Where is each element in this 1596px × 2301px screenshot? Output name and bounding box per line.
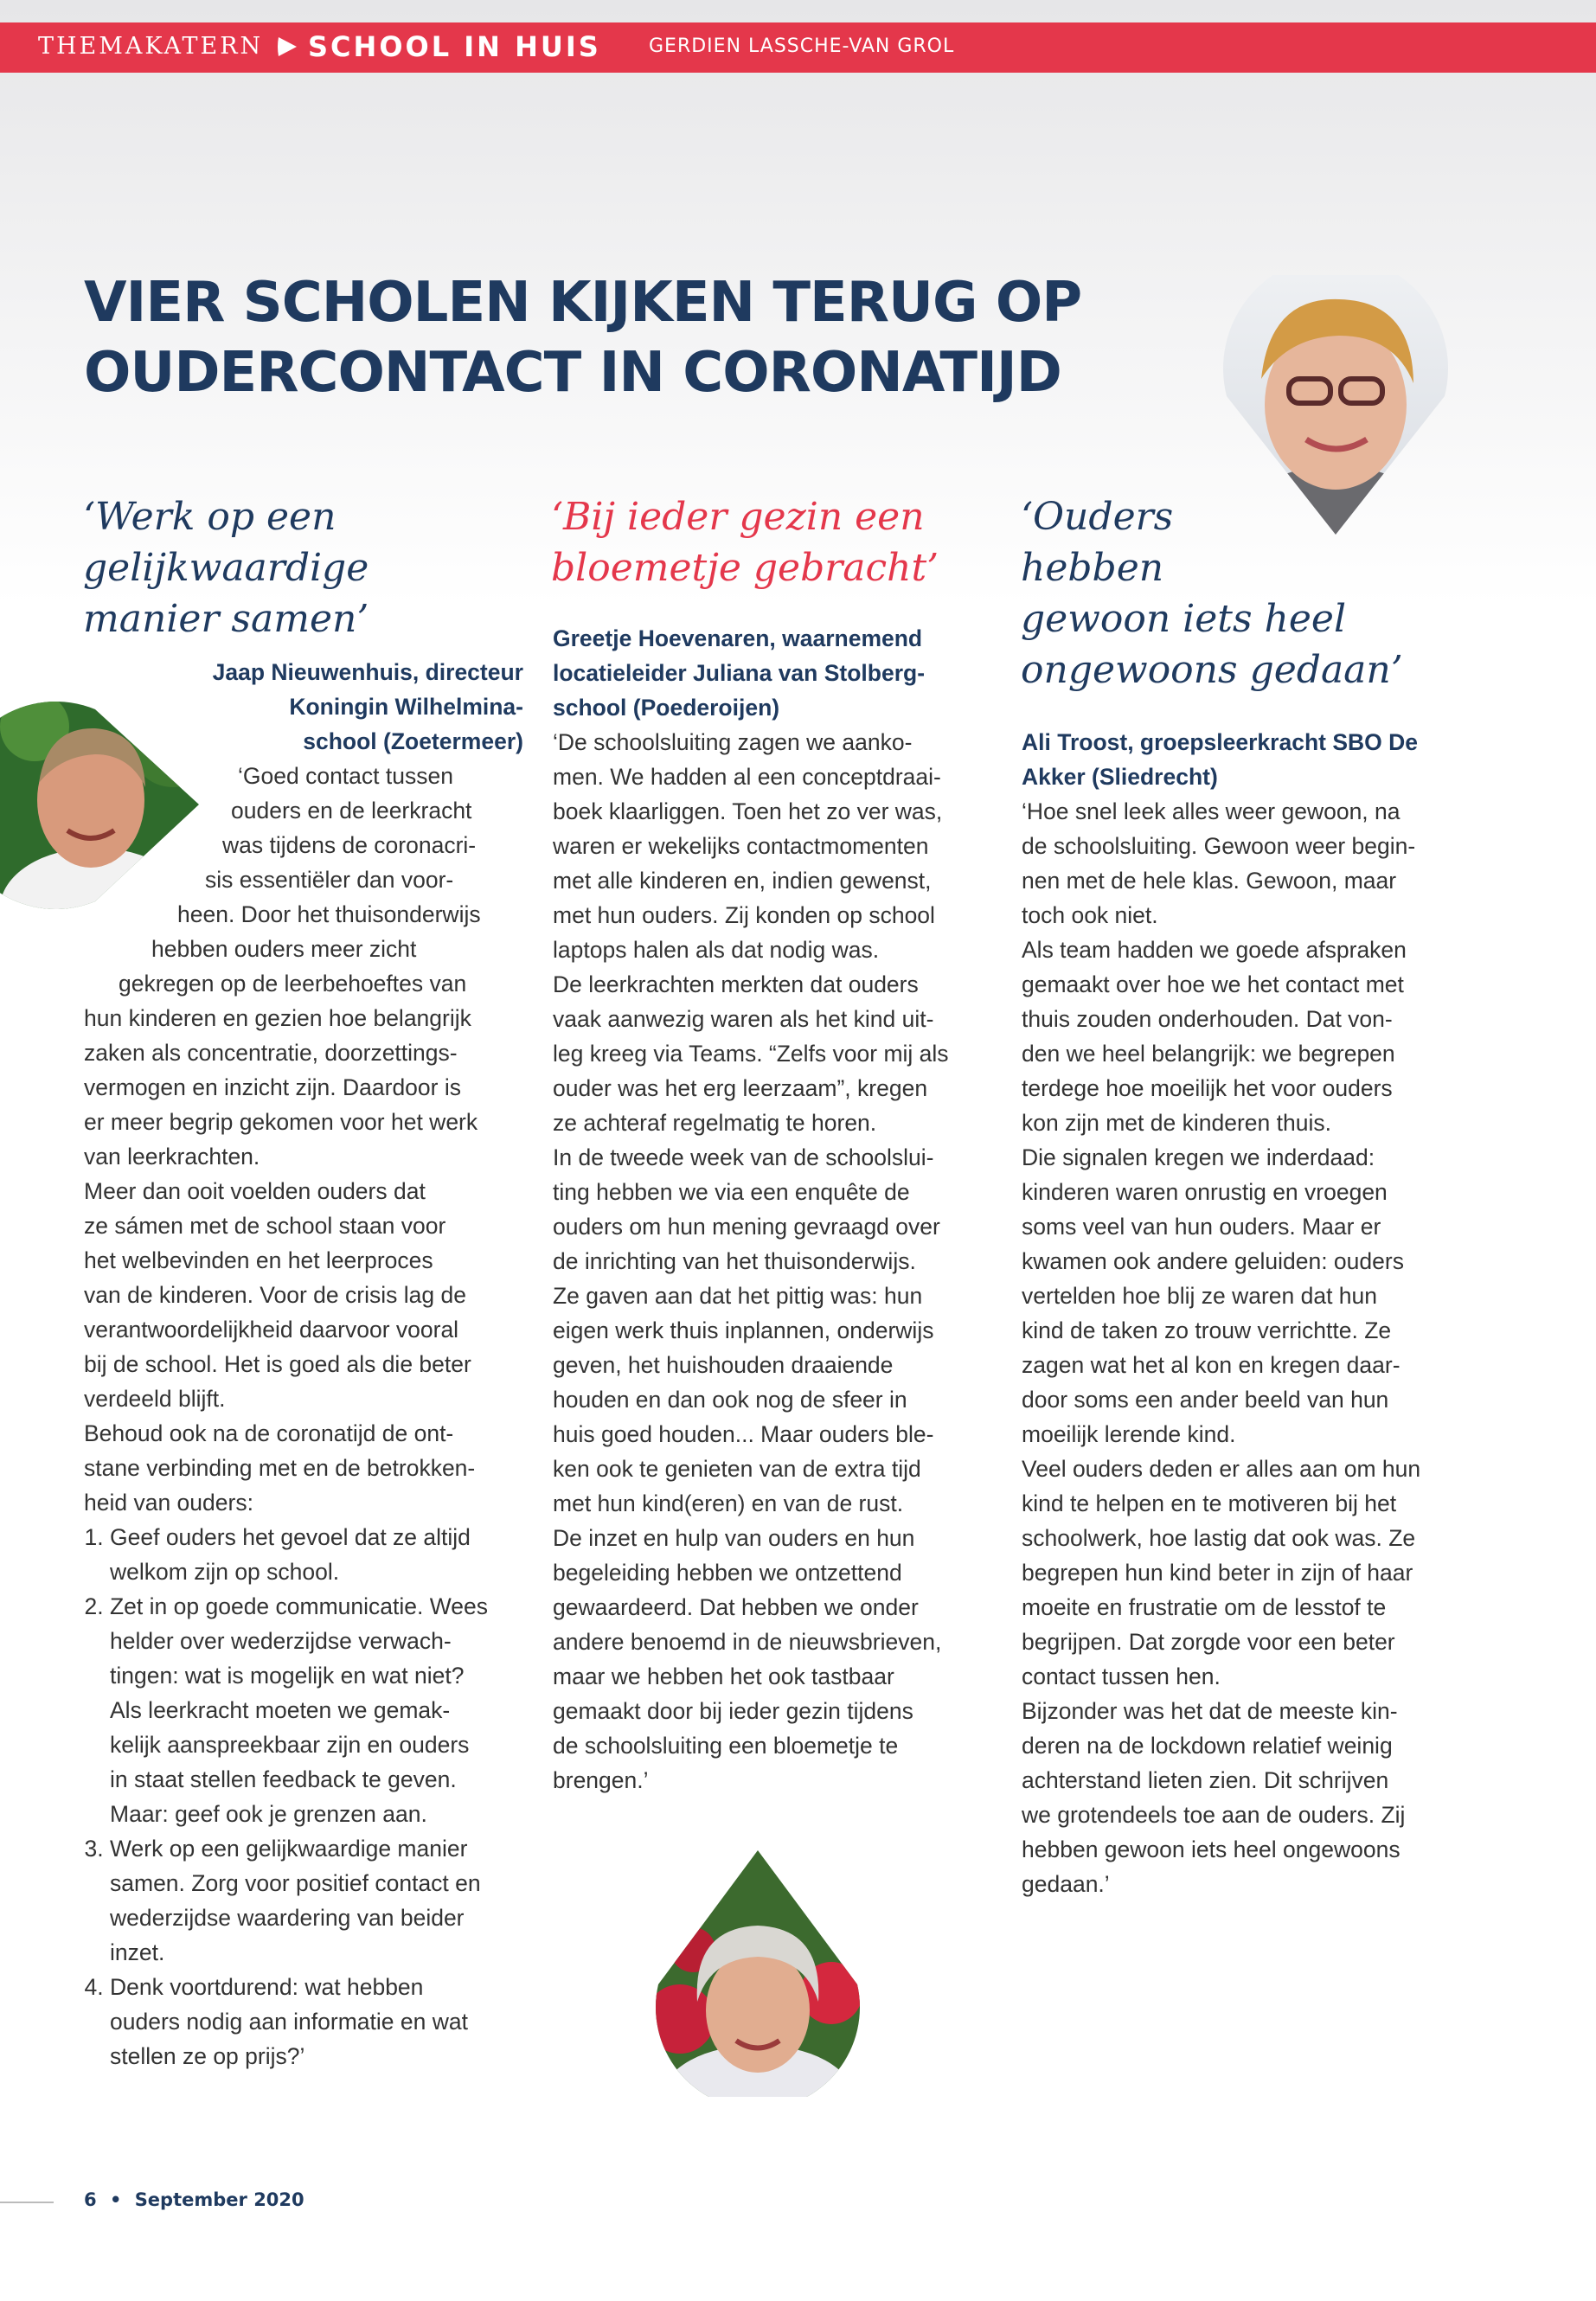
- title-line: OUDERCONTACT IN CORONATIJD: [84, 341, 1061, 405]
- column-1: [84, 655, 523, 2073]
- body-line: laptops halen als dat nodig was.: [553, 937, 880, 963]
- quote-line: ‘Bij ieder gezin een: [551, 495, 925, 539]
- list-item-line: samen. Zorg voor positief contact en: [110, 1870, 481, 1896]
- body-text-2: [553, 725, 994, 1798]
- body-line: ouders om hun mening gevraagd over: [553, 1214, 940, 1240]
- byline-line: Greetje Hoevenaren, waarnemend: [553, 625, 923, 651]
- list-item-line: helder over wederzijdse verwach-: [110, 1628, 452, 1654]
- body-text-3: [1022, 794, 1471, 1901]
- body-line: soms veel van hun ouders. Maar er: [1022, 1214, 1381, 1240]
- body-line: Ze gaven aan dat het pittig was: hun: [553, 1283, 923, 1309]
- body-line: deren na de lockdown relatief weinig: [1022, 1733, 1393, 1759]
- header-bar: [0, 22, 1596, 73]
- body-line: bij de school. Het is goed als die beter: [84, 1351, 471, 1377]
- body-line: begrijpen. Dat zorgde voor een beter: [1022, 1629, 1395, 1655]
- body-line: contact tussen hen.: [1022, 1663, 1221, 1689]
- body-line: ting hebben we via een enquête de: [553, 1179, 910, 1205]
- byline-line: school (Zoetermeer): [303, 728, 523, 754]
- list-item: [110, 1970, 523, 2073]
- footer-separator: •: [109, 2189, 122, 2210]
- body-line: sis essentiëler dan voor-: [205, 867, 454, 893]
- body-line: met hun kind(eren) en van de rust.: [553, 1490, 904, 1516]
- list-item-line: tingen: wat is mogelijk en wat niet?: [110, 1663, 465, 1689]
- magazine-name: THEMAKATERN: [38, 33, 264, 60]
- issue-date: September 2020: [134, 2189, 304, 2210]
- byline-line: Ali Troost, groepsleerkracht SBO De: [1022, 729, 1418, 755]
- body-line: we grotendeels toe aan de ouders. Zij: [1022, 1802, 1406, 1828]
- body-line: andere benoemd in de nieuwsbrieven,: [553, 1629, 942, 1655]
- byline-line: school (Poederoijen): [553, 695, 780, 721]
- body-line: Bijzonder was het dat de meeste kin-: [1022, 1698, 1398, 1724]
- body-line: gewaardeerd. Dat hebben we onder: [553, 1594, 919, 1620]
- quote-line: ‘Ouders: [1021, 495, 1174, 539]
- body-line: ze achteraf regelmatig te horen.: [553, 1110, 877, 1136]
- body-line: de inrichting van het thuisonderwijs.: [553, 1248, 916, 1274]
- body-line: boek klaarliggen. Toen het zo ver was,: [553, 798, 943, 824]
- list-item-line: 4. Denk voortdurend: wat hebben: [110, 1974, 424, 2000]
- body-line: verantwoordelijkheid daarvoor vooral: [84, 1317, 459, 1343]
- body-line: Als team hadden we goede afspraken: [1022, 937, 1407, 963]
- body-line: ze sámen met de school staan voor: [84, 1213, 446, 1239]
- body-line: leg kreeg via Teams. “Zelfs voor mij als: [553, 1041, 949, 1067]
- byline-line: Koningin Wilhelmina-: [289, 694, 523, 720]
- body-line: hebben gewoon iets heel ongewoons: [1022, 1836, 1401, 1862]
- body-line: heen. Door het thuisonderwijs: [177, 901, 481, 927]
- list-item-line: Maar: geef ook je grenzen aan.: [110, 1801, 427, 1827]
- body-line: verdeeld blijft.: [84, 1386, 226, 1412]
- body-line: stane verbinding met en de betrokken-: [84, 1455, 476, 1481]
- body-line: schoolwerk, hoe lastig dat ook was. Ze: [1022, 1525, 1416, 1551]
- advice-list: [84, 1520, 523, 2073]
- list-item: [110, 1589, 523, 1831]
- body-line: de schoolsluiting een bloemetje te: [553, 1733, 899, 1759]
- quote-line: gelijkwaardige: [83, 546, 369, 590]
- body-line: van leerkrachten.: [84, 1144, 260, 1170]
- body-line: kwamen ook andere geluiden: ouders: [1022, 1248, 1404, 1274]
- body-line: waren er wekelijks contactmomenten: [553, 833, 929, 859]
- section-name: SCHOOL IN HUIS: [308, 30, 601, 63]
- body-line: begeleiding hebben we ontzettend: [553, 1560, 902, 1586]
- body-line: gedaan.’: [1022, 1871, 1110, 1897]
- body-line: Meer dan ooit voelden ouders dat: [84, 1178, 426, 1204]
- body-line: De leerkrachten merkten dat ouders: [553, 971, 919, 997]
- body-line: het welbevinden en het leerproces: [84, 1247, 433, 1273]
- body-line: maar we hebben het ook tastbaar: [553, 1663, 894, 1689]
- list-item-line: in staat stellen feedback te geven.: [110, 1766, 457, 1792]
- list-item-line: kelijk aanspreekbaar zijn en ouders: [110, 1732, 470, 1758]
- body-line: gemaakt door bij ieder gezin tijdens: [553, 1698, 913, 1724]
- body-line: den we heel belangrijk: we begrepen: [1022, 1041, 1395, 1067]
- body-line: Veel ouders deden er alles aan om hun: [1022, 1456, 1421, 1482]
- body-line: vaak aanwezig waren als het kind uit-: [553, 1006, 934, 1032]
- quote-line: ‘Werk op een: [83, 495, 337, 539]
- page-title: [84, 268, 1208, 408]
- column-2: [553, 621, 994, 1798]
- quote-line: gewoon iets heel: [1021, 597, 1347, 641]
- byline-1: [84, 655, 523, 759]
- body-line: moeite en frustratie om de lesstof te: [1022, 1594, 1387, 1620]
- body-line: kon zijn met de kinderen thuis.: [1022, 1110, 1331, 1136]
- body-line: van de kinderen. Voor de crisis lag de: [84, 1282, 466, 1308]
- portrait-greetje-hoevenaren: [645, 1846, 870, 2097]
- body-line: er meer begrip gekomen voor het werk: [84, 1109, 478, 1135]
- title-line: VIER SCHOLEN KIJKEN TERUG OP: [84, 271, 1082, 335]
- body-line: hun kinderen en gezien hoe belangrijk: [84, 1005, 471, 1031]
- byline-2: [553, 621, 994, 725]
- body-line: In de tweede week van de schoolslui-: [553, 1144, 934, 1170]
- column-3: [1022, 725, 1471, 1901]
- list-item-line: 1. Geef ouders het gevoel dat ze altijd: [110, 1524, 471, 1550]
- body-line: was tijdens de coronacri-: [222, 832, 477, 858]
- page-footer: [84, 2189, 304, 2210]
- body-line: toch ook niet.: [1022, 902, 1158, 928]
- quote-line: manier samen’: [83, 597, 369, 641]
- body-line: gemaakt over hoe we het contact met: [1022, 971, 1404, 997]
- list-item-line: Als leerkracht moeten we gemak-: [110, 1697, 451, 1723]
- body-line: ken ook te genieten van de extra tijd: [553, 1456, 921, 1482]
- quote-line: hebben: [1021, 546, 1164, 590]
- body-line: zagen wat het al kon en kregen daar-: [1022, 1352, 1401, 1378]
- body-line: door soms een ander beeld van hun: [1022, 1387, 1389, 1413]
- body-line: begrepen hun kind beter in zijn of haar: [1022, 1560, 1413, 1586]
- list-item-line: 3. Werk op een gelijkwaardige manier: [110, 1836, 468, 1862]
- quote-heading-1: [83, 491, 369, 644]
- list-item: [110, 1520, 523, 1589]
- body-line: moeilijk lerende kind.: [1022, 1421, 1236, 1447]
- body-line: met hun ouders. Zij konden op school: [553, 902, 935, 928]
- body-line: met alle kinderen en, indien gewenst,: [553, 868, 932, 894]
- body-line: hebben ouders meer zicht: [151, 936, 417, 962]
- quote-line: bloemetje gebracht’: [551, 546, 939, 590]
- body-line: heid van ouders:: [84, 1490, 253, 1516]
- byline-line: Jaap Nieuwenhuis, directeur: [212, 659, 523, 685]
- body-line: men. We hadden al een conceptdraai-: [553, 764, 941, 790]
- body-line: kind de taken zo trouw verrichtte. Ze: [1022, 1317, 1392, 1343]
- body-line: huis goed houden... Maar ouders ble-: [553, 1421, 934, 1447]
- list-item-line: wederzijdse waardering van beider: [110, 1905, 465, 1931]
- list-item-line: ouders nodig aan informatie en wat: [110, 2009, 468, 2035]
- body-line: thuis zouden onderhouden. Dat von-: [1022, 1006, 1393, 1032]
- quote-heading-3: [1021, 491, 1403, 695]
- body-line: achterstand lieten zien. Dit schrijven: [1022, 1767, 1389, 1793]
- body-line: gekregen op de leerbehoeftes van: [119, 971, 467, 997]
- body-line: houden en dan ook nog de sfeer in: [553, 1387, 907, 1413]
- page-number: 6: [84, 2189, 97, 2210]
- byline-3: [1022, 725, 1471, 794]
- byline-line: locatieleider Juliana van Stolberg-: [553, 660, 926, 686]
- body-line: kind te helpen en te motiveren bij het: [1022, 1490, 1397, 1516]
- body-text-1: [84, 759, 523, 1520]
- body-line: De inzet en hulp van ouders en hun: [553, 1525, 915, 1551]
- list-item-line: welkom zijn op school.: [110, 1559, 340, 1585]
- body-line: brengen.’: [553, 1767, 649, 1793]
- list-item-line: stellen ze op prijs?’: [110, 2043, 305, 2069]
- body-line: kinderen waren onrustig en vroegen: [1022, 1179, 1388, 1205]
- body-line: ouder was het erg leerzaam”, kregen: [553, 1075, 928, 1101]
- body-line: zaken als concentratie, doorzettings-: [84, 1040, 458, 1066]
- article-author: GERDIEN LASSCHE-VAN GROL: [649, 35, 955, 57]
- byline-line: Akker (Sliedrecht): [1022, 764, 1218, 790]
- quote-line: ongewoons gedaan’: [1021, 648, 1403, 692]
- list-item-line: inzet.: [110, 1939, 165, 1965]
- quote-heading-2: [551, 491, 939, 593]
- body-line: Die signalen kregen we inderdaad:: [1022, 1144, 1375, 1170]
- play-arrow-icon: [275, 35, 299, 59]
- body-line: ‘Goed contact tussen: [238, 763, 453, 789]
- list-item-line: 2. Zet in op goede communicatie. Wees: [110, 1593, 488, 1619]
- body-line: de schoolsluiting. Gewoon weer begin-: [1022, 833, 1416, 859]
- body-line: ouders en de leerkracht: [231, 798, 472, 824]
- body-line: vertelden hoe blij ze waren dat hun: [1022, 1283, 1378, 1309]
- body-line: eigen werk thuis inplannen, onderwijs: [553, 1317, 934, 1343]
- body-line: ‘Hoe snel leek alles weer gewoon, na: [1022, 798, 1401, 824]
- body-line: nen met de hele klas. Gewoon, maar: [1022, 868, 1397, 894]
- body-line: vermogen en inzicht zijn. Daardoor is: [84, 1074, 461, 1100]
- body-line: Behoud ook na de coronatijd de ont-: [84, 1420, 454, 1446]
- body-line: ‘De schoolsluiting zagen we aanko-: [553, 729, 913, 755]
- body-line: geven, het huishouden draaiende: [553, 1352, 894, 1378]
- footer-rule: [0, 2202, 54, 2203]
- list-item: [110, 1831, 523, 1970]
- body-line: terdege hoe moeilijk het voor ouders: [1022, 1075, 1393, 1101]
